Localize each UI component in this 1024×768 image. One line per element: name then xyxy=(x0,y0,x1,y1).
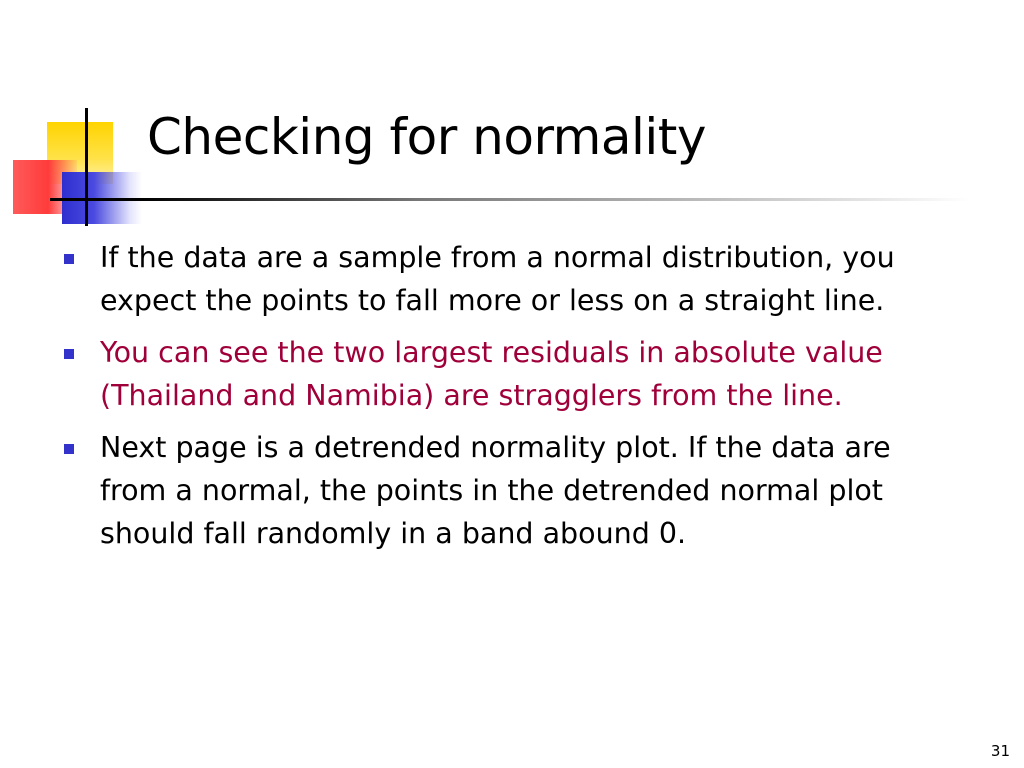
title-underline xyxy=(50,198,970,201)
page-number: 31 xyxy=(990,742,1010,760)
bullet-item xyxy=(62,426,962,555)
bullet-item xyxy=(62,236,962,322)
square-bullet-icon xyxy=(64,444,74,454)
bullet-text: Next page is a detrended normality plot. If the data are from a normal, the points in the detrended normal plot should fall randomly in a band abound 0. xyxy=(100,431,891,550)
square-bullet-icon xyxy=(64,254,74,264)
bullet-item-highlighted xyxy=(62,331,962,417)
bullet-text: If the data are a sample from a normal distribution, you expect the points to fall more or less on a straight line. xyxy=(100,241,895,317)
title-decoration xyxy=(0,0,150,240)
decoration-vertical-line xyxy=(85,108,88,226)
square-bullet-icon xyxy=(64,349,74,359)
slide-title: Checking for normality xyxy=(147,108,706,166)
bullet-list xyxy=(62,236,962,564)
bullet-text: You can see the two largest residuals in absolute value (Thailand and Namibia) are stragglers from the line. xyxy=(100,336,883,412)
